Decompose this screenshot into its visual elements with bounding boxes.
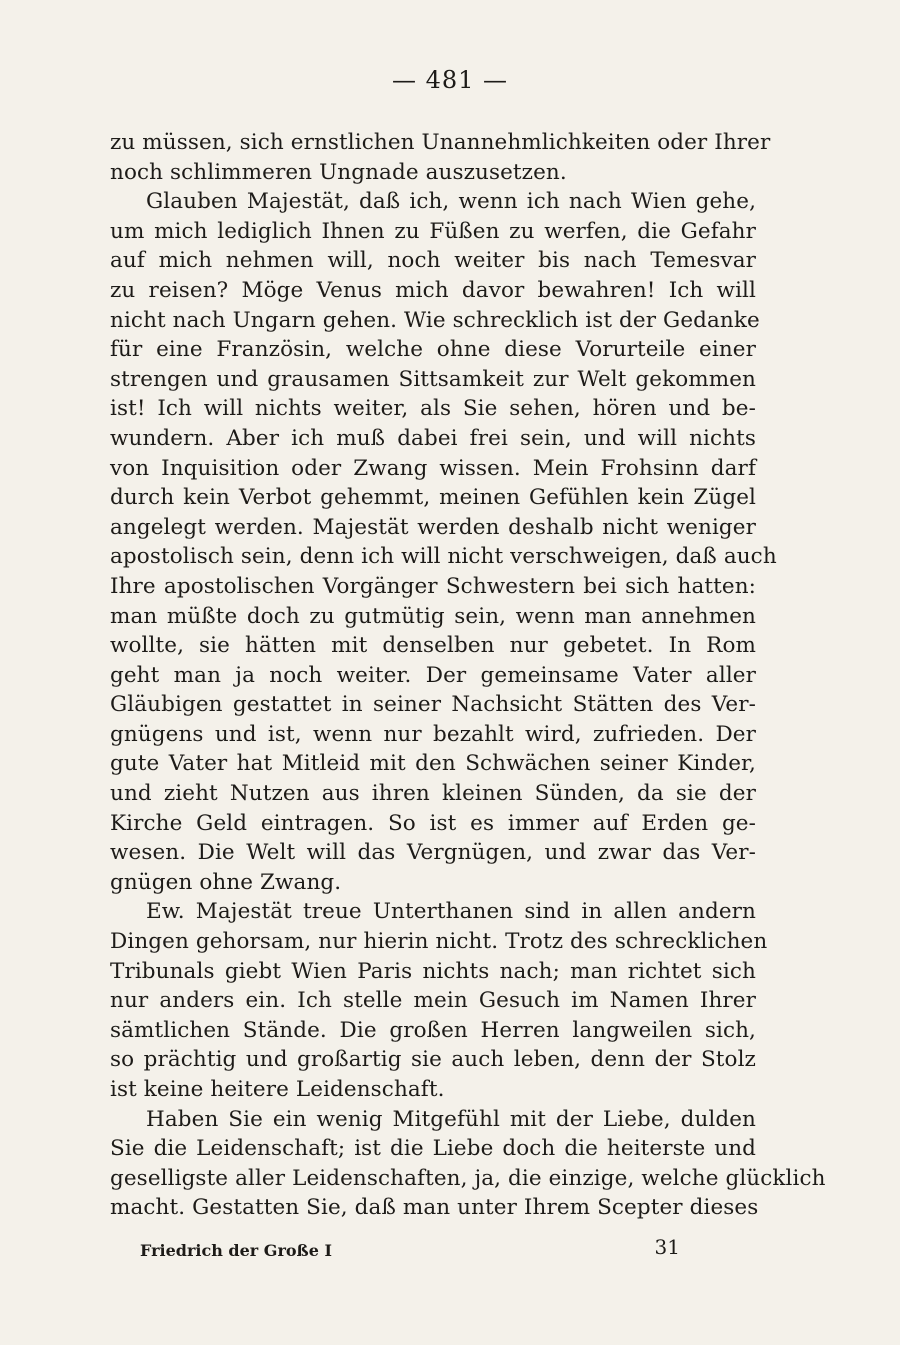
text-line: nicht nach Ungarn gehen. Wie schrecklich ist der Gedanke — [110, 307, 760, 333]
text-line: Glauben Majestät, daß ich, wenn ich nach Wien gehe, — [146, 189, 756, 215]
text-line: um mich lediglich Ihnen zu Füßen zu werfen, die Gefahr — [110, 218, 756, 244]
text-line: Tribunals giebt Wien Paris nichts nach; man richtet sich — [110, 958, 756, 984]
text-line: Kirche Geld eintragen. So ist es immer auf Erden ge- — [110, 810, 756, 836]
text-line: für eine Französin, welche ohne diese Vorurteile einer — [110, 337, 756, 363]
text-line: ist keine heitere Leidenschaft. — [110, 1077, 445, 1102]
text-line: wesen. Die Welt will das Vergnügen, und zwar das Ver- — [110, 840, 756, 866]
text-line: Sie die Leidenschaft; ist die Liebe doch die heiterste und — [110, 1136, 756, 1162]
text-line: auf mich nehmen will, noch weiter bis nach Temesvar — [110, 248, 756, 274]
text-line: geht man ja noch weiter. Der gemeinsame Vater aller — [110, 662, 756, 688]
text-line: gnügens und ist, wenn nur bezahlt wird, zufrieden. Der — [110, 721, 756, 747]
text-line: Dingen gehorsam, nur hierin nicht. Trotz des schrecklichen — [110, 929, 768, 955]
text-line: Gläubigen gestattet in seiner Nachsicht Stätten des Ver- — [110, 692, 756, 718]
text-line: noch schlimmeren Ungnade auszusetzen. — [110, 159, 567, 185]
text-line: von Inquisition oder Zwang wissen. Mein Frohsinn darf — [110, 455, 756, 481]
text-line: angelegt werden. Majestät werden deshalb nicht weniger — [110, 514, 756, 540]
text-line: apostolisch sein, denn ich will nicht verschweigen, daß auch — [110, 544, 777, 570]
signature-mark: 31 — [654, 1235, 680, 1259]
footer-book-title: Friedrich der Große I — [140, 1241, 332, 1260]
text-line: Ew. Majestät treue Unterthanen sind in allen andern — [146, 899, 756, 925]
text-line: nur anders ein. Ich stelle mein Gesuch im Namen Ihrer — [110, 988, 756, 1014]
text-line: wollte, sie hätten mit denselben nur gebetet. In Rom — [110, 633, 756, 659]
text-line: durch kein Verbot gehemmt, meinen Gefühlen kein Zügel — [110, 485, 756, 511]
text-line: gnügen ohne Zwang. — [110, 869, 342, 895]
text-line: sämtlichen Stände. Die großen Herren langweilen sich, — [110, 1017, 756, 1043]
text-line: zu reisen? Möge Venus mich davor bewahren! Ich will — [110, 277, 756, 303]
text-line: geselligste aller Leidenschaften, ja, die einzige, welche glücklich — [110, 1165, 826, 1191]
text-line: strengen und grausamen Sittsamkeit zur Welt gekommen — [110, 366, 756, 392]
text-line: macht. Gestatten Sie, daß man unter Ihrem Scepter dieses — [110, 1195, 759, 1221]
text-line: und zieht Nutzen aus ihren kleinen Sünden, da sie der — [110, 781, 756, 807]
text-line: zu müssen, sich ernstlichen Unannehmlichkeiten oder Ihrer — [110, 130, 771, 155]
text-line: wundern. Aber ich muß dabei frei sein, und will nichts — [110, 425, 756, 451]
text-line: ist! Ich will nichts weiter, als Sie sehen, hören und be- — [110, 396, 756, 422]
text-line: gute Vater hat Mitleid mit den Schwächen seiner Kinder, — [110, 751, 756, 777]
text-line: so prächtig und großartig sie auch leben, denn der Stolz — [110, 1047, 756, 1073]
page-number: — 481 — — [391, 66, 509, 94]
body-text — [110, 128, 826, 1223]
page-footer — [140, 1235, 680, 1265]
text-line: man müßte doch zu gutmütig sein, wenn man annehmen — [110, 603, 756, 629]
text-line: Ihre apostolischen Vorgänger Schwestern bei sich hatten: — [110, 573, 756, 599]
text-line: Haben Sie ein wenig Mitgefühl mit der Liebe, dulden — [146, 1106, 756, 1132]
